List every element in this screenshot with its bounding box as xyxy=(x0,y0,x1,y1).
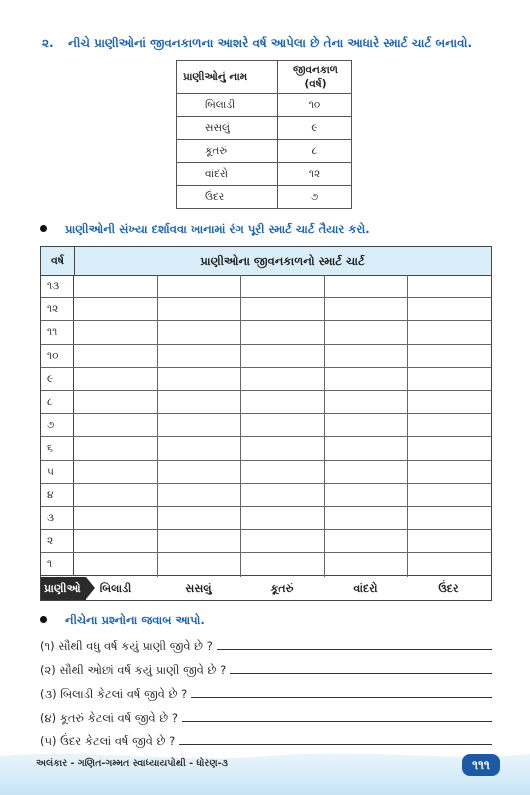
chart-row xyxy=(41,368,491,391)
smart-chart-header xyxy=(41,247,491,276)
animal-name-header: પ્રાણીઓનું નામ xyxy=(177,61,278,94)
table-row xyxy=(177,117,352,140)
year-label: ૪ xyxy=(41,484,74,506)
chart-row xyxy=(41,298,491,321)
answer-line[interactable] xyxy=(217,648,492,650)
year-label: ૮ xyxy=(41,391,74,413)
years-cell: ૯ xyxy=(278,117,352,140)
chart-row xyxy=(41,484,491,507)
smart-chart-rows xyxy=(41,275,491,576)
year-label: ૩ xyxy=(41,507,74,529)
chart-instruction xyxy=(40,222,370,237)
answer-line[interactable] xyxy=(230,672,492,674)
question-text: (૫) ઉંદર કેટલાં વર્ષ જીવે છે ? xyxy=(40,734,176,748)
bullet-icon xyxy=(40,225,47,232)
page-number: ૧૧૧ xyxy=(462,754,500,776)
lifespan-header-line1: જીવનકાળ xyxy=(293,64,338,76)
footer-band xyxy=(0,748,530,795)
questions-instruction-text: નીચેના પ્રશ્નોના જવાબ આપો. xyxy=(65,613,205,627)
question-5 xyxy=(40,731,492,749)
animal-cell: કૂતરું xyxy=(177,140,278,163)
bullet-icon xyxy=(40,616,47,623)
years-cell: ૮ xyxy=(278,140,352,163)
year-label: ૧૦ xyxy=(41,345,74,367)
year-label: ૨ xyxy=(41,530,74,552)
years-cell: ૭ xyxy=(278,186,352,209)
year-label: ૧ xyxy=(41,553,74,575)
question-text: (૩) બિલાડી કેટલાં વર્ષ જીવે છે ? xyxy=(40,687,188,701)
animal-name: સસલું xyxy=(185,582,212,595)
lifespan-table-header xyxy=(177,61,352,94)
lifespan-header xyxy=(278,61,352,94)
question-1 xyxy=(40,636,492,654)
animal-cell: ઉંદર xyxy=(177,186,278,209)
animal-cell: બિલાડી xyxy=(177,94,278,117)
column-divider xyxy=(240,275,241,577)
year-label: ૬ xyxy=(41,437,74,459)
column-divider xyxy=(157,275,158,577)
year-label: ૧૧ xyxy=(41,321,74,343)
chart-row xyxy=(41,553,491,576)
answer-line[interactable] xyxy=(182,720,492,722)
year-column-header: વર્ષ xyxy=(41,247,75,275)
chart-row xyxy=(41,345,491,368)
animal-label-row xyxy=(41,577,491,600)
exercise-heading xyxy=(42,36,512,51)
chart-row xyxy=(41,321,491,344)
chart-row xyxy=(41,275,491,298)
table-row xyxy=(177,163,352,186)
chart-row xyxy=(41,414,491,437)
table-row xyxy=(177,140,352,163)
animal-name: વાંદરો xyxy=(353,582,378,595)
chart-row xyxy=(41,507,491,530)
smart-chart-title: પ્રાણીઓના જીવનકાળનો સ્માર્ટ ચાર્ટ xyxy=(200,254,365,268)
exercise-number: ૨. xyxy=(42,36,54,50)
smart-chart xyxy=(40,246,492,601)
question-text: (૨) સૌથી ઓછાં વર્ષ કયું પ્રાણી જીવે છે ? xyxy=(40,663,227,677)
table-row xyxy=(177,186,352,209)
column-divider xyxy=(324,275,325,577)
animal-name: ઉંદર xyxy=(438,582,459,595)
animal-cell: સસલું xyxy=(177,117,278,140)
year-label: ૧૨ xyxy=(41,298,74,320)
animal-name: કૂતરું xyxy=(270,582,294,595)
question-2 xyxy=(40,660,492,678)
chart-instruction-text: પ્રાણીઓની સંખ્યા દર્શાવવા ખાનામાં રંગ પૂરી સ્માર્ટ ચાર્ટ તૈયાર કરો. xyxy=(65,222,370,236)
question-text: (૧) સૌથી વધુ વર્ષ કયું પ્રાણી જીવે છે ? xyxy=(40,639,213,653)
exercise-text: નીચે પ્રાણીઓનાં જીવનકાળના આશરે વર્ષ આપેલા છે તેના આધારે સ્માર્ટ ચાર્ટ બનાવો. xyxy=(68,36,473,50)
years-cell: ૧૨ xyxy=(278,163,352,186)
question-text: (૪) કૂતરું કેટલાં વર્ષ જીવે છે ? xyxy=(40,711,178,725)
lifespan-table xyxy=(176,60,352,209)
year-label: ૯ xyxy=(41,368,74,390)
chart-row xyxy=(41,530,491,553)
years-cell: ૧૦ xyxy=(278,94,352,117)
chart-row xyxy=(41,437,491,460)
book-source: અલંકાર - ગણિત-ગમ્મત સ્વાધ્યાયપોથી - ધોરણ-૩ xyxy=(36,758,228,769)
table-row xyxy=(177,94,352,117)
questions-instruction xyxy=(40,613,205,628)
chart-row xyxy=(41,391,491,414)
year-label: ૧૩ xyxy=(41,275,74,297)
animal-name: બિલાડી xyxy=(99,582,132,595)
year-label: ૫ xyxy=(41,461,74,483)
question-3 xyxy=(40,684,492,702)
lifespan-header-line2: (વર્ષ) xyxy=(304,78,327,90)
answer-line[interactable] xyxy=(191,696,492,698)
animals-label: પ્રાણીઓ xyxy=(41,577,86,600)
year-label: ૭ xyxy=(41,414,74,436)
answer-line[interactable] xyxy=(179,743,492,745)
question-4 xyxy=(40,708,492,726)
animal-cell: વાંદરો xyxy=(177,163,278,186)
column-divider xyxy=(407,275,408,577)
chart-row xyxy=(41,461,491,484)
